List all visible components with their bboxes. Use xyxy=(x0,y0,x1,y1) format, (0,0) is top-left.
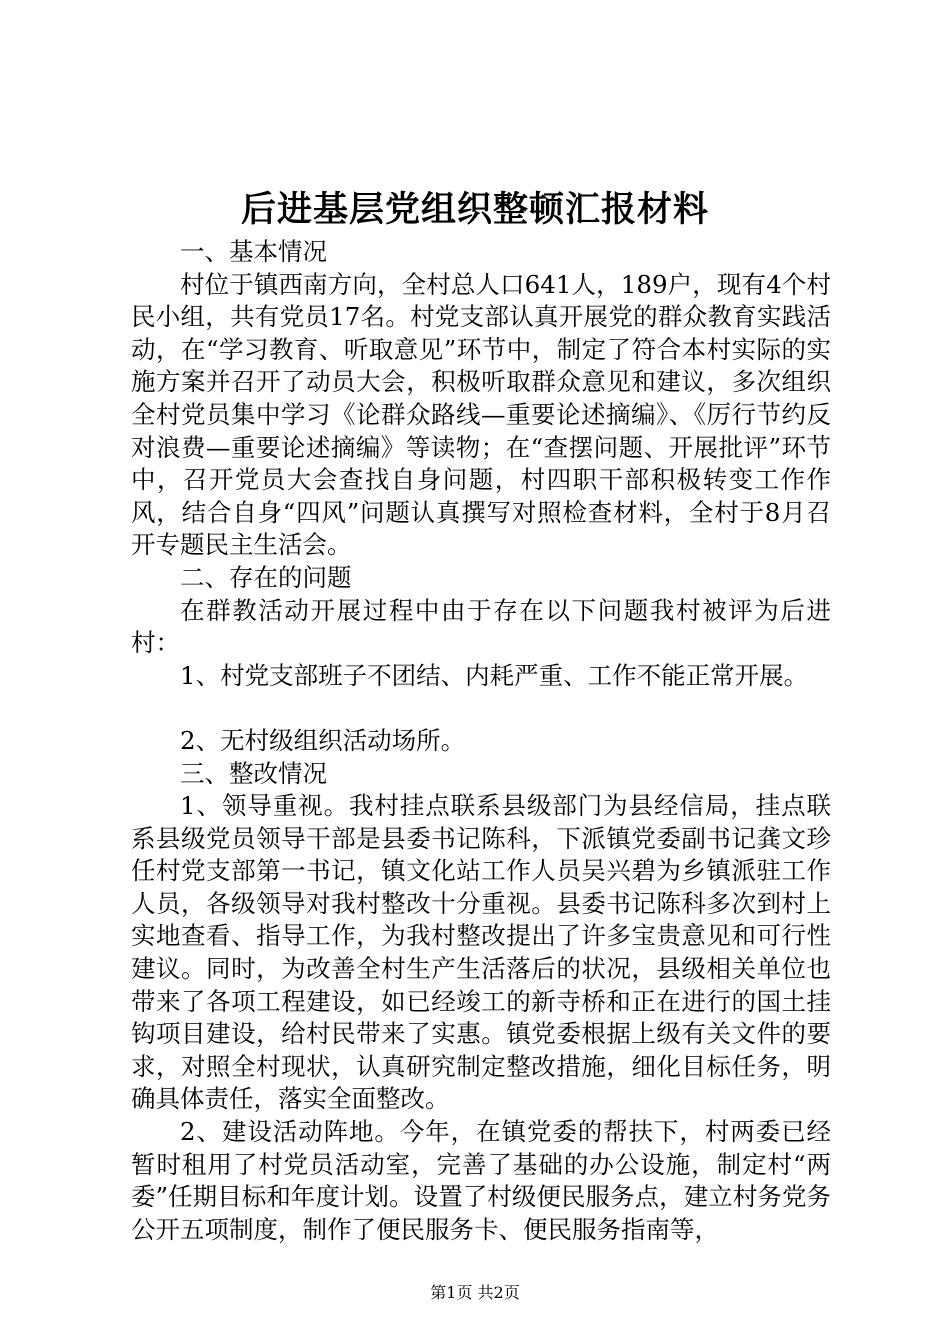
section-heading-rectification: 三、整改情况 xyxy=(180,758,327,788)
problem-item-1: 1、村党支部班子不团结、内耗严重、工作不能正常开展。 xyxy=(180,660,809,690)
problem-item-2: 2、无村级组织活动场所。 xyxy=(180,725,466,755)
paragraph-problems-intro: 在群教活动开展过程中由于存在以下问题我村被评为后进村： xyxy=(131,595,831,658)
section-heading-problems: 二、存在的问题 xyxy=(180,562,352,592)
page-footer: 第1页 共2页 xyxy=(430,1283,520,1302)
paragraph-rectification-1: 1、领导重视。我村挂点联系县级部门为县经信局，挂点联系县级党员领导干部是县委书记陈科，下派镇党委副书记龚文珍任村党支部第一书记，镇文化站工作人员吴兴碧为乡镇派驻工作人员，各级领导对我村整改十分重视。县委书记陈科多次到村上实地查看、指导工作，为我村整改提出了许多宝贵意见和可行性建议。同时，为改善全村生产生活落后的状况，县级相关单位也带来了各项工程建设，如已经竣工的新寺桥和正在进行的国土挂钩项目建设，给村民带来了实惠。镇党委根据上级有关文件的要求，对照全村现状，认真研究制定整改措施，细化目标任务，明确具体责任，落实全面整改。 xyxy=(131,791,831,1114)
paragraph-basic-situation: 村位于镇西南方向，全村总人口641人，189户，现有4个村民小组，共有党员17名。村党支部认真开展党的群众教育实践活动，在“学习教育、听取意见”环节中，制定了符合本村实际的实施方案并召开了动员大会，积极听取群众意见和建议，多次组织全村党员集中学习《论群众路线—重要论述摘编》、《厉行节约反对浪费—重要论述摘编》等读物；在“查摆问题、开展批评”环节中，召开党员大会查找自身问题，村四职干部积极转变工作作风，结合自身“四风”问题认真撰写对照检查材料，全村于8月召开专题民主生活会。 xyxy=(131,269,831,560)
section-heading-basic-situation: 一、基本情况 xyxy=(180,237,327,266)
document-title: 后进基层党组织整顿汇报材料 xyxy=(240,189,709,230)
paragraph-rectification-2: 2、建设活动阵地。今年，在镇党委的帮扶下，村两委已经暂时租用了村党员活动室，完善了基础的办公设施，制定村“两委”任期目标和年度计划。设置了村级便民服务点，建立村务党务公开五项制度，制作了便民服务卡、便民服务指南等， xyxy=(131,1117,831,1244)
document-body xyxy=(131,236,831,1246)
